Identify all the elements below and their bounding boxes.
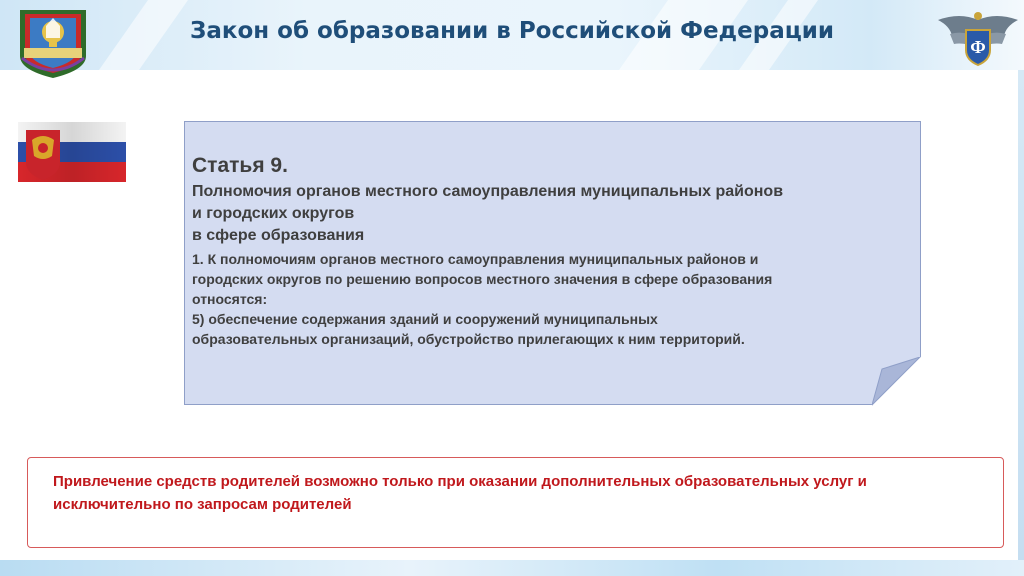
russian-flag-with-coat-of-arms-icon — [18, 122, 126, 182]
footer-band — [0, 560, 1024, 576]
article-body — [192, 249, 908, 349]
header-band — [0, 0, 1024, 70]
article-body-line: образовательных организаций, обустройство прилегающих к ним территорий. — [192, 331, 745, 347]
article-body-line: относятся: — [192, 291, 268, 307]
article-body-line: городских округов по решению вопросов местного значения в сфере образования — [192, 271, 773, 287]
article-subtitle-line: и городских округов — [192, 205, 355, 222]
note-text — [53, 470, 983, 516]
page-title: Закон об образовании в Российской Федерации — [190, 18, 834, 44]
krasnodar-krai-coat-of-arms-icon — [16, 8, 90, 80]
right-edge-decoration — [1018, 70, 1024, 560]
note-line: Привлечение средств родителей возможно только при оказании дополнительных образовательных услуг и — [53, 473, 867, 490]
article-body-line: 5) обеспечение содержания зданий и сооружений муниципальных — [192, 311, 658, 327]
article-title: Статья 9. — [192, 154, 288, 177]
article-subtitle-line: Полномочия органов местного самоуправления муниципальных районов — [192, 183, 784, 200]
rosobrnadzor-emblem-icon — [936, 8, 1020, 68]
note-line: исключительно по запросам родителей — [53, 496, 352, 513]
article-body-line: 1. К полномочиям органов местного самоуправления муниципальных районов и — [192, 251, 759, 267]
svg-text:Ф: Ф — [970, 37, 986, 57]
article-subtitle — [192, 181, 908, 247]
article-content — [192, 153, 908, 349]
page-fold-corner — [872, 357, 922, 406]
article-subtitle-line: в сфере образования — [192, 227, 365, 244]
